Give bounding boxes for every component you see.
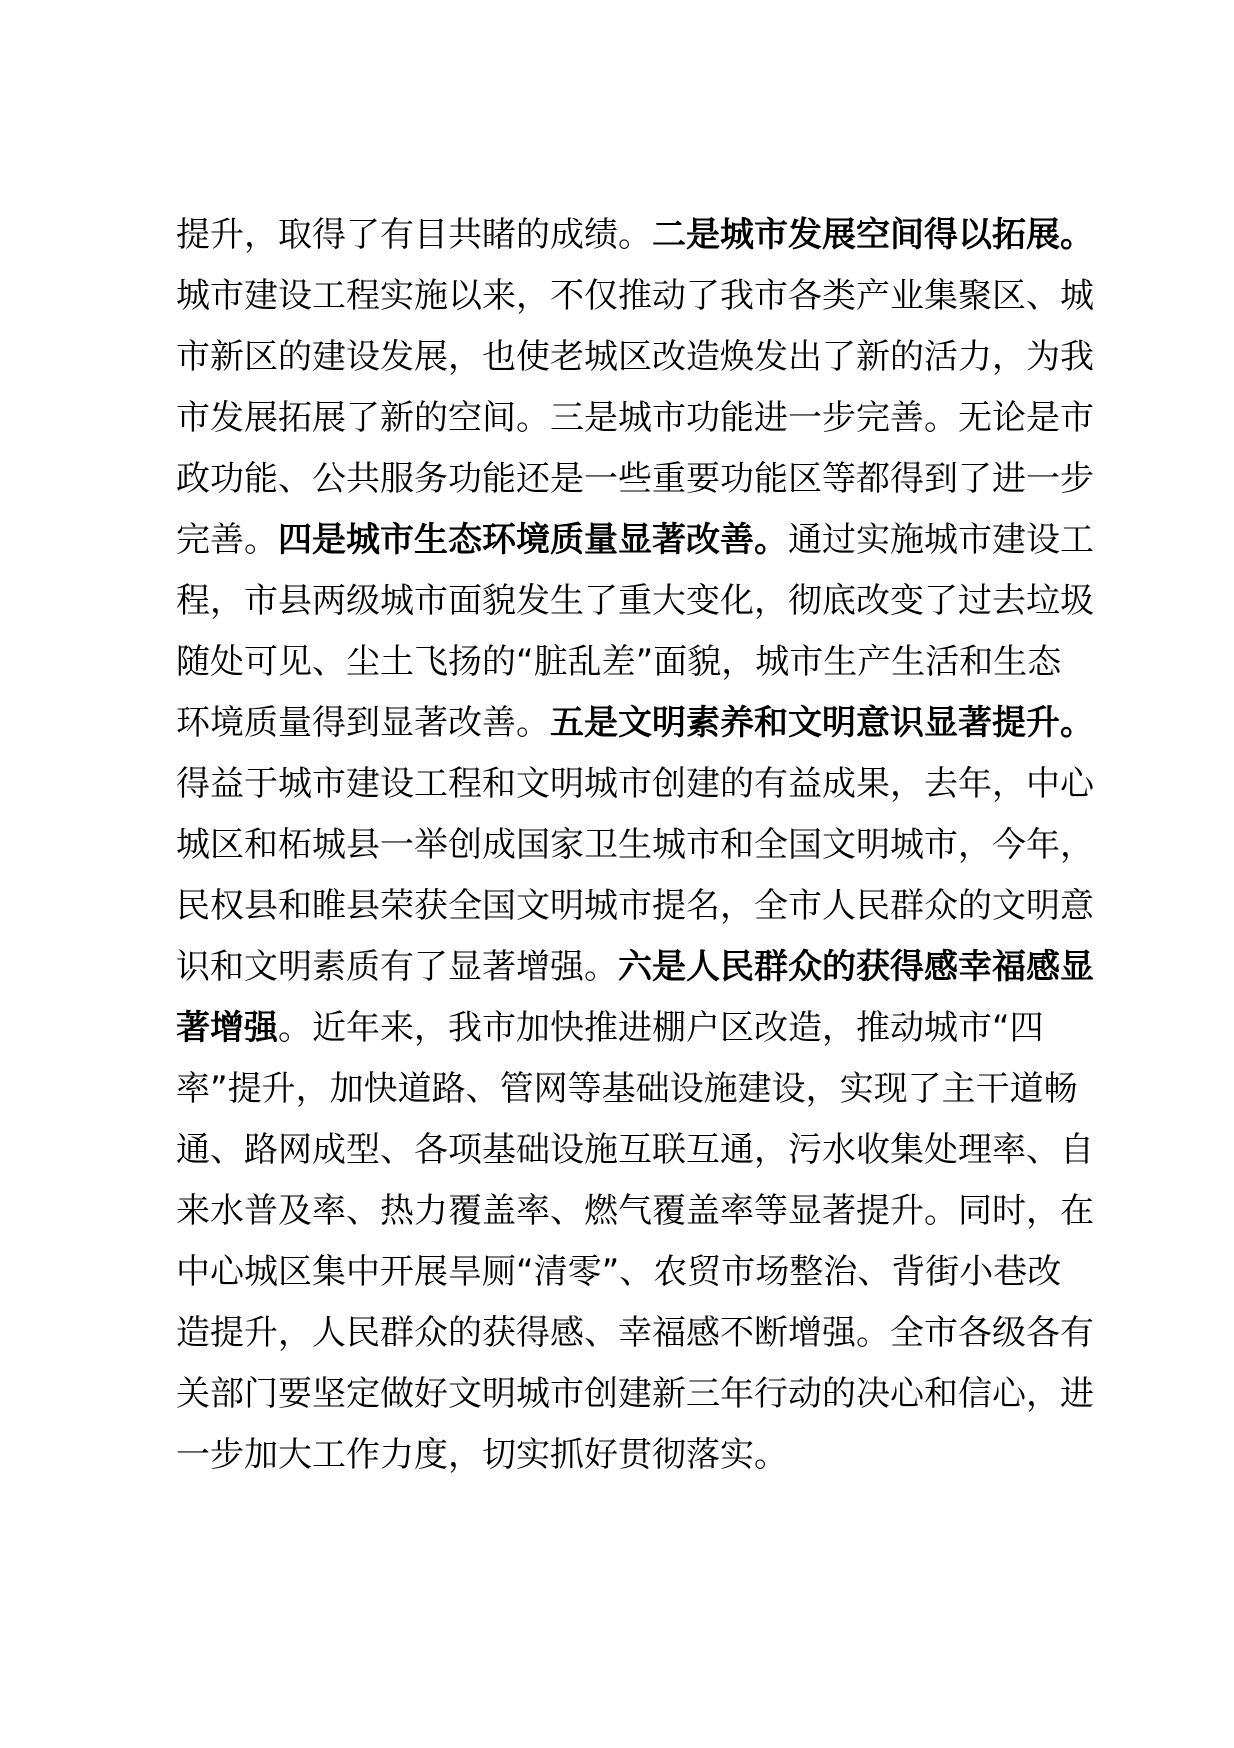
text-segment: 城区和柘城县一举创成国家卫生城市和全国文明城市，今年， [176, 825, 1094, 865]
text-line [176, 1059, 1076, 1120]
text-line [176, 1364, 1094, 1425]
text-segment: 环境质量得到显著改善。 [176, 703, 550, 743]
text-line [176, 205, 1094, 266]
bold-text-segment: 二是城市发展空间得以拓展。 [652, 215, 1094, 255]
text-line [176, 388, 1094, 449]
text-line [176, 1425, 1076, 1486]
text-line [176, 632, 1076, 693]
body-text [176, 205, 1094, 1486]
text-line [176, 1120, 1094, 1181]
text-segment: 市新区的建设发展，也使老城区改造焕发出了新的活力，为我 [176, 337, 1094, 377]
text-segment: 提升，取得了有目共睹的成绩。 [176, 215, 652, 255]
text-line [176, 449, 1094, 510]
text-segment: 程，市县两级城市面貌发生了重大变化，彻底改变了过去垃圾 [176, 581, 1094, 621]
text-segment: 中心城区集中开展旱厕“清零”、农贸市场整治、背街小巷改 [176, 1252, 1062, 1292]
text-segment: 识和文明素质有了显著增强。 [176, 947, 618, 987]
text-segment: 率”提升，加快道路、管网等基础设施建设，实现了主干道畅 [176, 1069, 1078, 1109]
text-segment: 市发展拓展了新的空间。三是城市功能进一步完善。无论是市 [176, 398, 1094, 438]
text-line [176, 693, 1094, 754]
text-line [176, 1303, 1094, 1364]
text-segment: 完善。 [176, 520, 278, 560]
text-segment: 城市建设工程实施以来，不仅推动了我市各类产业集聚区、城 [176, 276, 1094, 316]
bold-text-segment: 四是城市生态环境质量显著改善。 [278, 520, 788, 560]
text-line [176, 327, 1094, 388]
text-segment: 造提升，人民群众的获得感、幸福感不断增强。全市各级各有 [176, 1313, 1094, 1353]
text-line [176, 571, 1094, 632]
text-segment: 关部门要坚定做好文明城市创建新三年行动的决心和信心，进 [176, 1374, 1094, 1414]
text-line [176, 754, 1094, 815]
text-line [176, 510, 1094, 571]
bold-text-segment: 著增强 [176, 1008, 278, 1048]
text-segment: 政功能、公共服务功能还是一些重要功能区等都得到了进一步 [176, 459, 1094, 499]
text-line [176, 1181, 1094, 1242]
text-segment: 随处可见、尘土飞扬的“脏乱差”面貌，城市生产生活和生态 [176, 642, 1062, 682]
text-segment: 来水普及率、热力覆盖率、燃气覆盖率等显著提升。同时，在 [176, 1191, 1094, 1231]
text-line [176, 998, 1076, 1059]
text-segment: 。近年来，我市加快推进棚户区改造，推动城市“四 [278, 1008, 1044, 1048]
text-line [176, 1242, 1076, 1303]
bold-text-segment: 六是人民群众的获得感幸福感显 [618, 947, 1094, 987]
text-line [176, 266, 1094, 327]
text-segment: 通过实施城市建设工 [788, 520, 1094, 560]
text-segment: 民权县和睢县荣获全国文明城市提名，全市人民群众的文明意 [176, 886, 1094, 926]
text-line [176, 937, 1094, 998]
bold-text-segment: 五是文明素养和文明意识显著提升。 [550, 703, 1094, 743]
text-line [176, 815, 1094, 876]
text-segment: 得益于城市建设工程和文明城市创建的有益成果，去年，中心 [176, 764, 1094, 804]
text-line [176, 876, 1094, 937]
text-segment: 一步加大工作力度，切实抓好贯彻落实。 [176, 1435, 788, 1475]
text-segment: 通、路网成型、各项基础设施互联互通，污水收集处理率、自 [176, 1130, 1094, 1170]
